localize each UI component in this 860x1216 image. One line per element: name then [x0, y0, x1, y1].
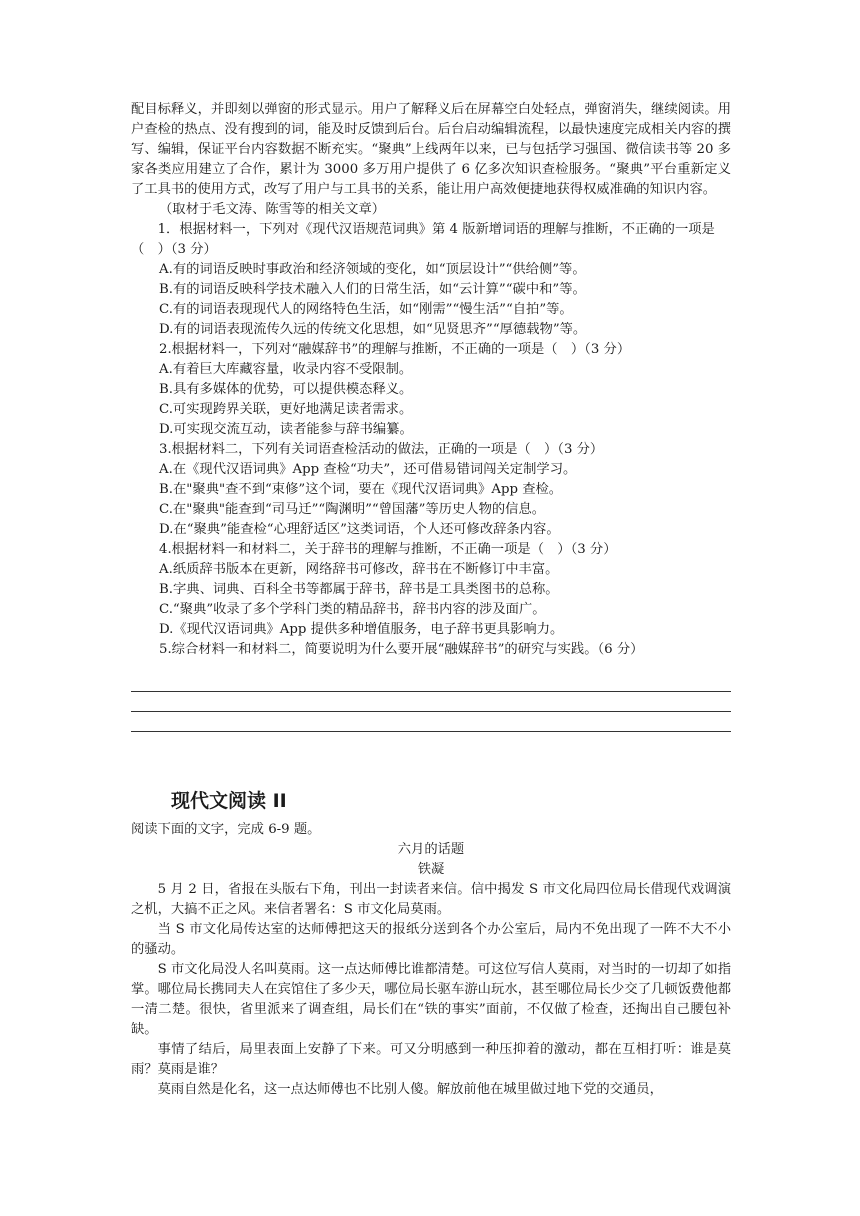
question-stem: 4.根据材料一和材料二，关于辞书的理解与推断，不正确一项是（ ）（3 分）	[159, 542, 617, 557]
option-a: A.在《现代汉语词典》App 查检“功夫”，还可借易错词闯关定制学习。	[159, 462, 577, 477]
question-stem: 2.根据材料一，下列对“融媒辞书”的理解与推断，不正确的一项是（ ）（3 分）	[159, 342, 631, 357]
option-b: B.字典、词典、百科全书等都属于辞书，辞书是工具类图书的总称。	[159, 582, 559, 597]
question-stem: 5.综合材料一和材料二，简要说明为什么要开展“融媒辞书”的研究与实践。（6 分）	[159, 642, 644, 657]
story-paragraph: 莫雨自然是化名，这一点达师傅也不比别人傻。解放前他在城里做过地下党的交通员，	[157, 1082, 663, 1097]
answer-lines[interactable]	[131, 672, 731, 732]
question-3	[131, 440, 731, 540]
story-title: 六月的话题	[397, 842, 465, 857]
answer-line[interactable]	[131, 712, 731, 732]
option-b: B.有的词语反映科学技术融入人们的日常生活，如“云计算”“碳中和”等。	[159, 282, 586, 297]
question-stem: 1．根据材料一，下列对《现代汉语规范词典》第 4 版新增词语的理解与推断，不正确的一项是（ ）（3 分）	[131, 222, 715, 257]
option-c: C.可实现跨界关联，更好地满足读者需求。	[159, 402, 413, 417]
answer-line[interactable]	[131, 672, 731, 692]
question-4	[131, 540, 731, 640]
question-1	[131, 220, 731, 340]
story-paragraph: 5 月 2 日，省报在头版右下角，刊出一封读者来信。信中揭发 S 市文化局四位局长借现代戏调演之机，大搞不正之风。来信者署名：S 市文化局莫雨。	[131, 882, 731, 917]
document-page	[131, 100, 731, 1097]
question-2	[131, 340, 731, 440]
option-c: C.“聚典”收录了多个学科门类的精品辞书，辞书内容的涉及面广。	[159, 602, 546, 617]
question-5	[131, 640, 731, 732]
answer-line[interactable]	[131, 692, 731, 712]
option-b: B.在"聚典"查不到“束修”这个词，要在《现代汉语词典》App 查检。	[159, 482, 563, 497]
option-c: C.有的词语表现现代人的网络特色生活，如“刚需”“慢生活”“自拍”等。	[159, 302, 573, 317]
source-note: （取材于毛文涛、陈雪等的相关文章）	[159, 202, 386, 217]
question-stem: 3.根据材料二，下列有关词语查检活动的做法，正确的一项是（ ）（3 分）	[159, 442, 604, 457]
option-d: D.可实现交流互动，读者能参与辞书编纂。	[159, 422, 413, 437]
story-author: 铁凝	[417, 862, 445, 877]
option-d: D.《现代汉语词典》App 提供多种增值服务，电子辞书更具影响力。	[159, 622, 564, 637]
option-a: A.有的词语反映时事政治和经济领域的变化，如“顶层设计”“供给侧”等。	[159, 262, 586, 277]
option-d: D.有的词语表现流传久远的传统文化思想，如“见贤思齐”“厚德载物”等。	[159, 322, 587, 337]
option-a: A.有着巨大库藏容量，收录内容不受限制。	[159, 362, 413, 377]
instruction: 阅读下面的文字，完成 6-9 题。	[131, 822, 321, 837]
story-paragraph: 当 S 市文化局传达室的达师傅把这天的报纸分送到各个办公室后，局内不免出现了一阵不大不小的骚动。	[131, 922, 731, 957]
option-a: A.纸质辞书版本在更新，网络辞书可修改，辞书在不断修订中丰富。	[159, 562, 559, 577]
material-tail-paragraph: 配目标释义，并即刻以弹窗的形式显示。用户了解释义后在屏幕空白处轻点，弹窗消失，继续阅读。用户查检的热点、没有搜到的词，能及时反馈到后台。后台启动编辑流程，以最快速度完成相关内容的撰写、编辑，保证平台内容数据不断充实。“聚典”上线两年以来，已与包括学习强国、微信读书等 20 多家各类应用建立了合作，累计为 3000 多万用户提供了 6 亿多次知识查检服务。“聚典”平台重新定义了工具书的使用方式，改写了用户与工具书的关系，能让用户高效便捷地获得权威准确的知识内容。	[131, 102, 731, 197]
section-title: 现代文阅读 II	[171, 790, 287, 812]
option-d: D.在“聚典”能查检“心理舒适区”这类词语，个人还可修改辞条内容。	[159, 522, 560, 537]
story-paragraph: S 市文化局没人名叫莫雨。这一点达师傅比谁都清楚。可这位写信人莫雨，对当时的一切却了如指掌。哪位局长携同夫人在宾馆住了多少天，哪位局长驱车游山玩水，甚至哪位局长少交了几顿饭费他都一清二楚。很快，省里派来了调查组，局长们在“铁的事实”面前，不仅做了检查，还掏出自己腰包补缺。	[131, 962, 731, 1037]
option-b: B.具有多媒体的优势，可以提供模态释义。	[159, 382, 413, 397]
story-paragraph: 事情了结后，局里表面上安静了下来。可又分明感到一种压抑着的激动，都在互相打听：谁是莫雨？莫雨是谁？	[131, 1042, 731, 1077]
option-c: C.在"聚典"能查到“司马迁”“陶渊明”“曾国藩”等历史人物的信息。	[159, 502, 546, 517]
reading-section	[131, 820, 731, 1100]
